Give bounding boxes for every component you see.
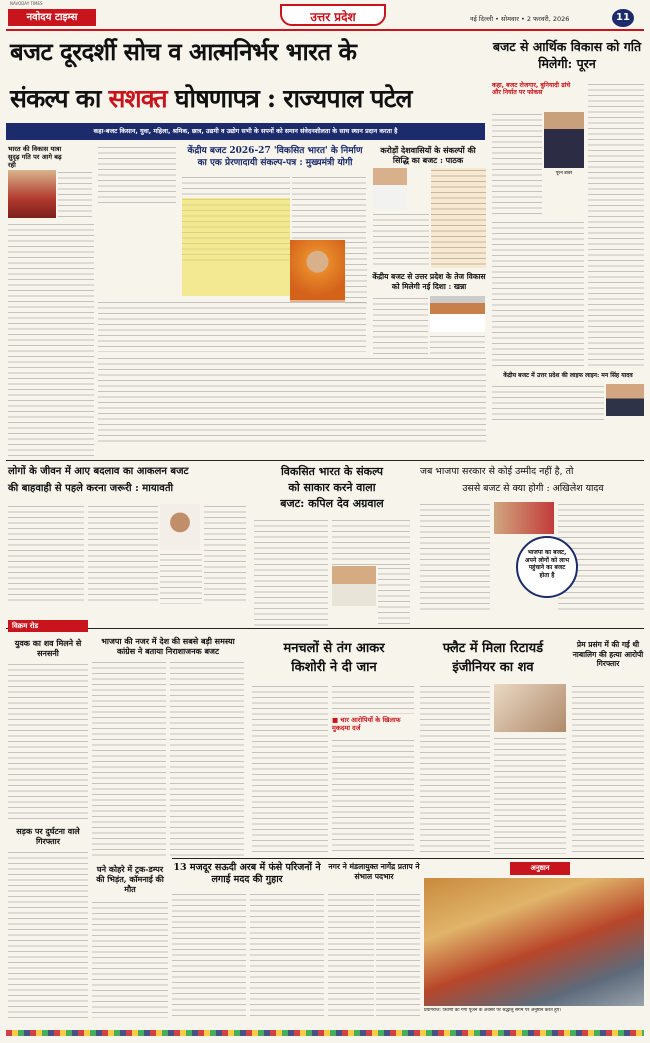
lifeline-headline: केंद्रीय बजट में उत्तर प्रदेश की लाइफ लाइन: मन सिंह यादव [503,372,633,379]
flat-body-a [420,684,490,854]
truck-body [92,900,168,1018]
kapil-body-a [254,518,328,628]
manchalon-body-a [252,684,328,854]
flat-headline-2: इंजीनियर का शव [452,660,534,675]
vikram-head: युवक का शव मिलने से सनसनी [14,638,82,658]
manchalon-headline-2: किशोरी ने दी जान [291,660,377,675]
bhajpa-headline: भाजपा की नजर में देश की सबसे बड़ी समस्या कांग्रेस ने बताया निराशाजनक बजट [101,636,235,656]
kapil-headline-2: को साकार करने वाला [288,481,376,494]
mayawati-photo [160,504,200,550]
masthead-rule [6,29,644,31]
anushthan-photo [424,878,644,1006]
mayawati-headline-2: की बाहवाही से पहले करना जरूरी : मायावती [8,483,174,494]
yogi-headline: केंद्रीय बजट 2026-27 'विकसित भारत' के निर्माण का एक प्रेरणादायी संकल्प-पत्र : मुख्यमंत्री योगी [187,146,363,168]
manchalon-sub [332,716,414,732]
pathak-body-a [373,212,429,267]
kapil-headline-1: विकसित भारत के संकल्प [280,465,384,478]
sadak-body [8,850,88,1018]
divider-2 [6,628,644,629]
mayawati-body-c [204,504,246,604]
anushthan-label: अनुष्ठान [510,862,570,875]
kapil-photo [332,566,376,606]
lead-body-col2 [98,145,176,203]
puran-strap: कहा, बजट रोजगार, बुनियादी ढांचे और निर्यात पर फोकस [492,82,571,97]
khanna-headline: केंद्रीय बजट से उत्तर प्रदेश के तेज विकास को मिलेगी नई दिशा : खन्ना [372,272,486,291]
manchalon-sub-bullet: ■ [332,716,341,724]
nagar-body-b [376,892,420,1018]
puran-caption: पूरन डावर [555,171,573,176]
saudi-body-a [172,892,246,1018]
bhajpa-body-a [92,660,166,860]
lead-side-head: भारत की विकास यात्रा सुदृढ़ गति पर आगे बढ़ रही [8,145,62,169]
puran-photo [544,112,584,168]
lifeline-body [492,384,604,424]
mayawati-body-a [8,504,84,604]
nagar-body-a [328,892,374,1018]
yogi-body-col3 [345,240,367,305]
mayawati-headline-1: लोगों के जीवन में आए बदलाव का आकलन बजट [8,466,189,477]
truck-headline: घने कोहरे में ट्रक-डम्पर की भिड़ंत, कॉमनाई की मौत [96,864,164,894]
premprasang-headline: प्रेम प्रसंग में की गई थी नाबालिग की हत्या आरोपी गिरफ्तार [572,640,644,668]
sadak-head: सड़क पर दुर्घटना वाले गिरफ्तार [16,826,80,846]
akhilesh-photo [494,502,554,534]
yogi-body-col2 [292,175,366,240]
puran-headline: बजट से आर्थिक विकास को गति मिलेगी: पूरन [492,39,642,71]
governor-photo [8,170,56,218]
saudi-body-b [250,892,324,1018]
lead-headline-2c: घोषणापत्र : राज्यपाल पटेल [166,84,412,113]
lead-headline-2 [10,84,485,114]
vikram-body [8,662,88,822]
pathak-body-b [431,168,486,268]
vikram-label: विक्रम रोड [8,620,88,632]
page-number: 11 [612,9,634,27]
flat-body-b [494,736,566,854]
mayawati-body-b [88,504,158,604]
top-small-label: NAVODAY TIMES [10,1,43,6]
lead-body-col1-top [58,170,92,218]
manchalon-headline-1: मनचलों से तंग आकर [283,641,385,656]
lifeline-photo [606,384,644,416]
footer-bar [6,1030,644,1036]
saudi-headline: 13 मजदूर सऊदी अरब में फंसे परिजनों ने लगाई मदद की गुहार [173,862,321,885]
khanna-body-a [373,296,428,354]
yogi-photo [290,240,345,302]
puran-body-a [492,112,542,217]
pathak-photo [373,168,407,210]
khanna-photo [430,296,485,332]
bhajpa-body-b [170,660,244,860]
anushthan-caption: प्रयागराज: त्रिवेणी को गंगा पूजन के अवसर पर श्रद्धालु संगम पर अनुष्ठान करते हुए। [424,1008,561,1013]
lead-strap: कहा-बजट किसान, युवा, महिला, श्रमिक, छात्र, उद्यमी व उद्योग सभी के सपनों को समान संवेदनशीलता के साथ स्थान प्रदान करता है [6,123,485,140]
lead-headline-2b: सशक्त [108,84,167,113]
paper-logo: नवोदय टाइम्स [8,9,96,26]
mayawati-body-d [160,552,202,604]
dateline: नई दिल्ली • सोमवार • 2 फरवरी, 2026 [470,15,570,23]
yogi-highlight [182,198,290,296]
manchalon-body-c [332,738,414,854]
khanna-body-b [430,334,485,356]
manchalon-body-b [332,684,414,714]
lead-body-col1 [8,222,94,458]
pathak-headline: करोड़ों देशवासियों के संकल्पों की सिद्धि का बजट : पाठक [380,145,476,165]
nagar-headline: नगर ने मंडलायुक्त नागेंद्र प्रताप ने संभाल पदभार [328,862,420,881]
akhilesh-headline-2: उससे बजट से क्या होगी : अखिलेश यादव [462,483,604,494]
kapil-headline-3: बजट: कपिल देव अग्रवाल [280,497,384,510]
lead-headline-2a: संकल्प का [10,84,109,113]
kapil-body-c [378,566,410,628]
akhilesh-body-a [420,502,490,612]
lead-headline-1: बजट दूरदर्शी सोच व आत्मनिर्भर भारत के [10,37,357,66]
flat-headline-1: फ्लैट में मिला रिटायर्ड [442,641,544,656]
divider-3 [172,858,644,859]
yogi-body-bottom [98,300,366,352]
puran-body-b [588,82,644,367]
section-title: उत्तर प्रदेश [310,10,356,24]
puran-body-c [492,220,584,367]
lead-body-center [98,356,486,446]
akhilesh-bubble: भाजपा का बजट, अपने लोगों को लाभ पहुंचाने का बजट होता है [516,536,578,598]
divider-1 [6,460,644,461]
masthead [0,0,650,30]
flat-photo [494,684,566,732]
akhilesh-headline-1: जब भाजपा सरकार से कोई उम्मीद नहीं है, तो [420,466,574,477]
premprasang-body [572,684,644,854]
kapil-body-b [332,518,410,566]
manchalon-sub-text: चार आरोपियों के खिलाफ मुकदमा दर्ज [332,716,401,732]
